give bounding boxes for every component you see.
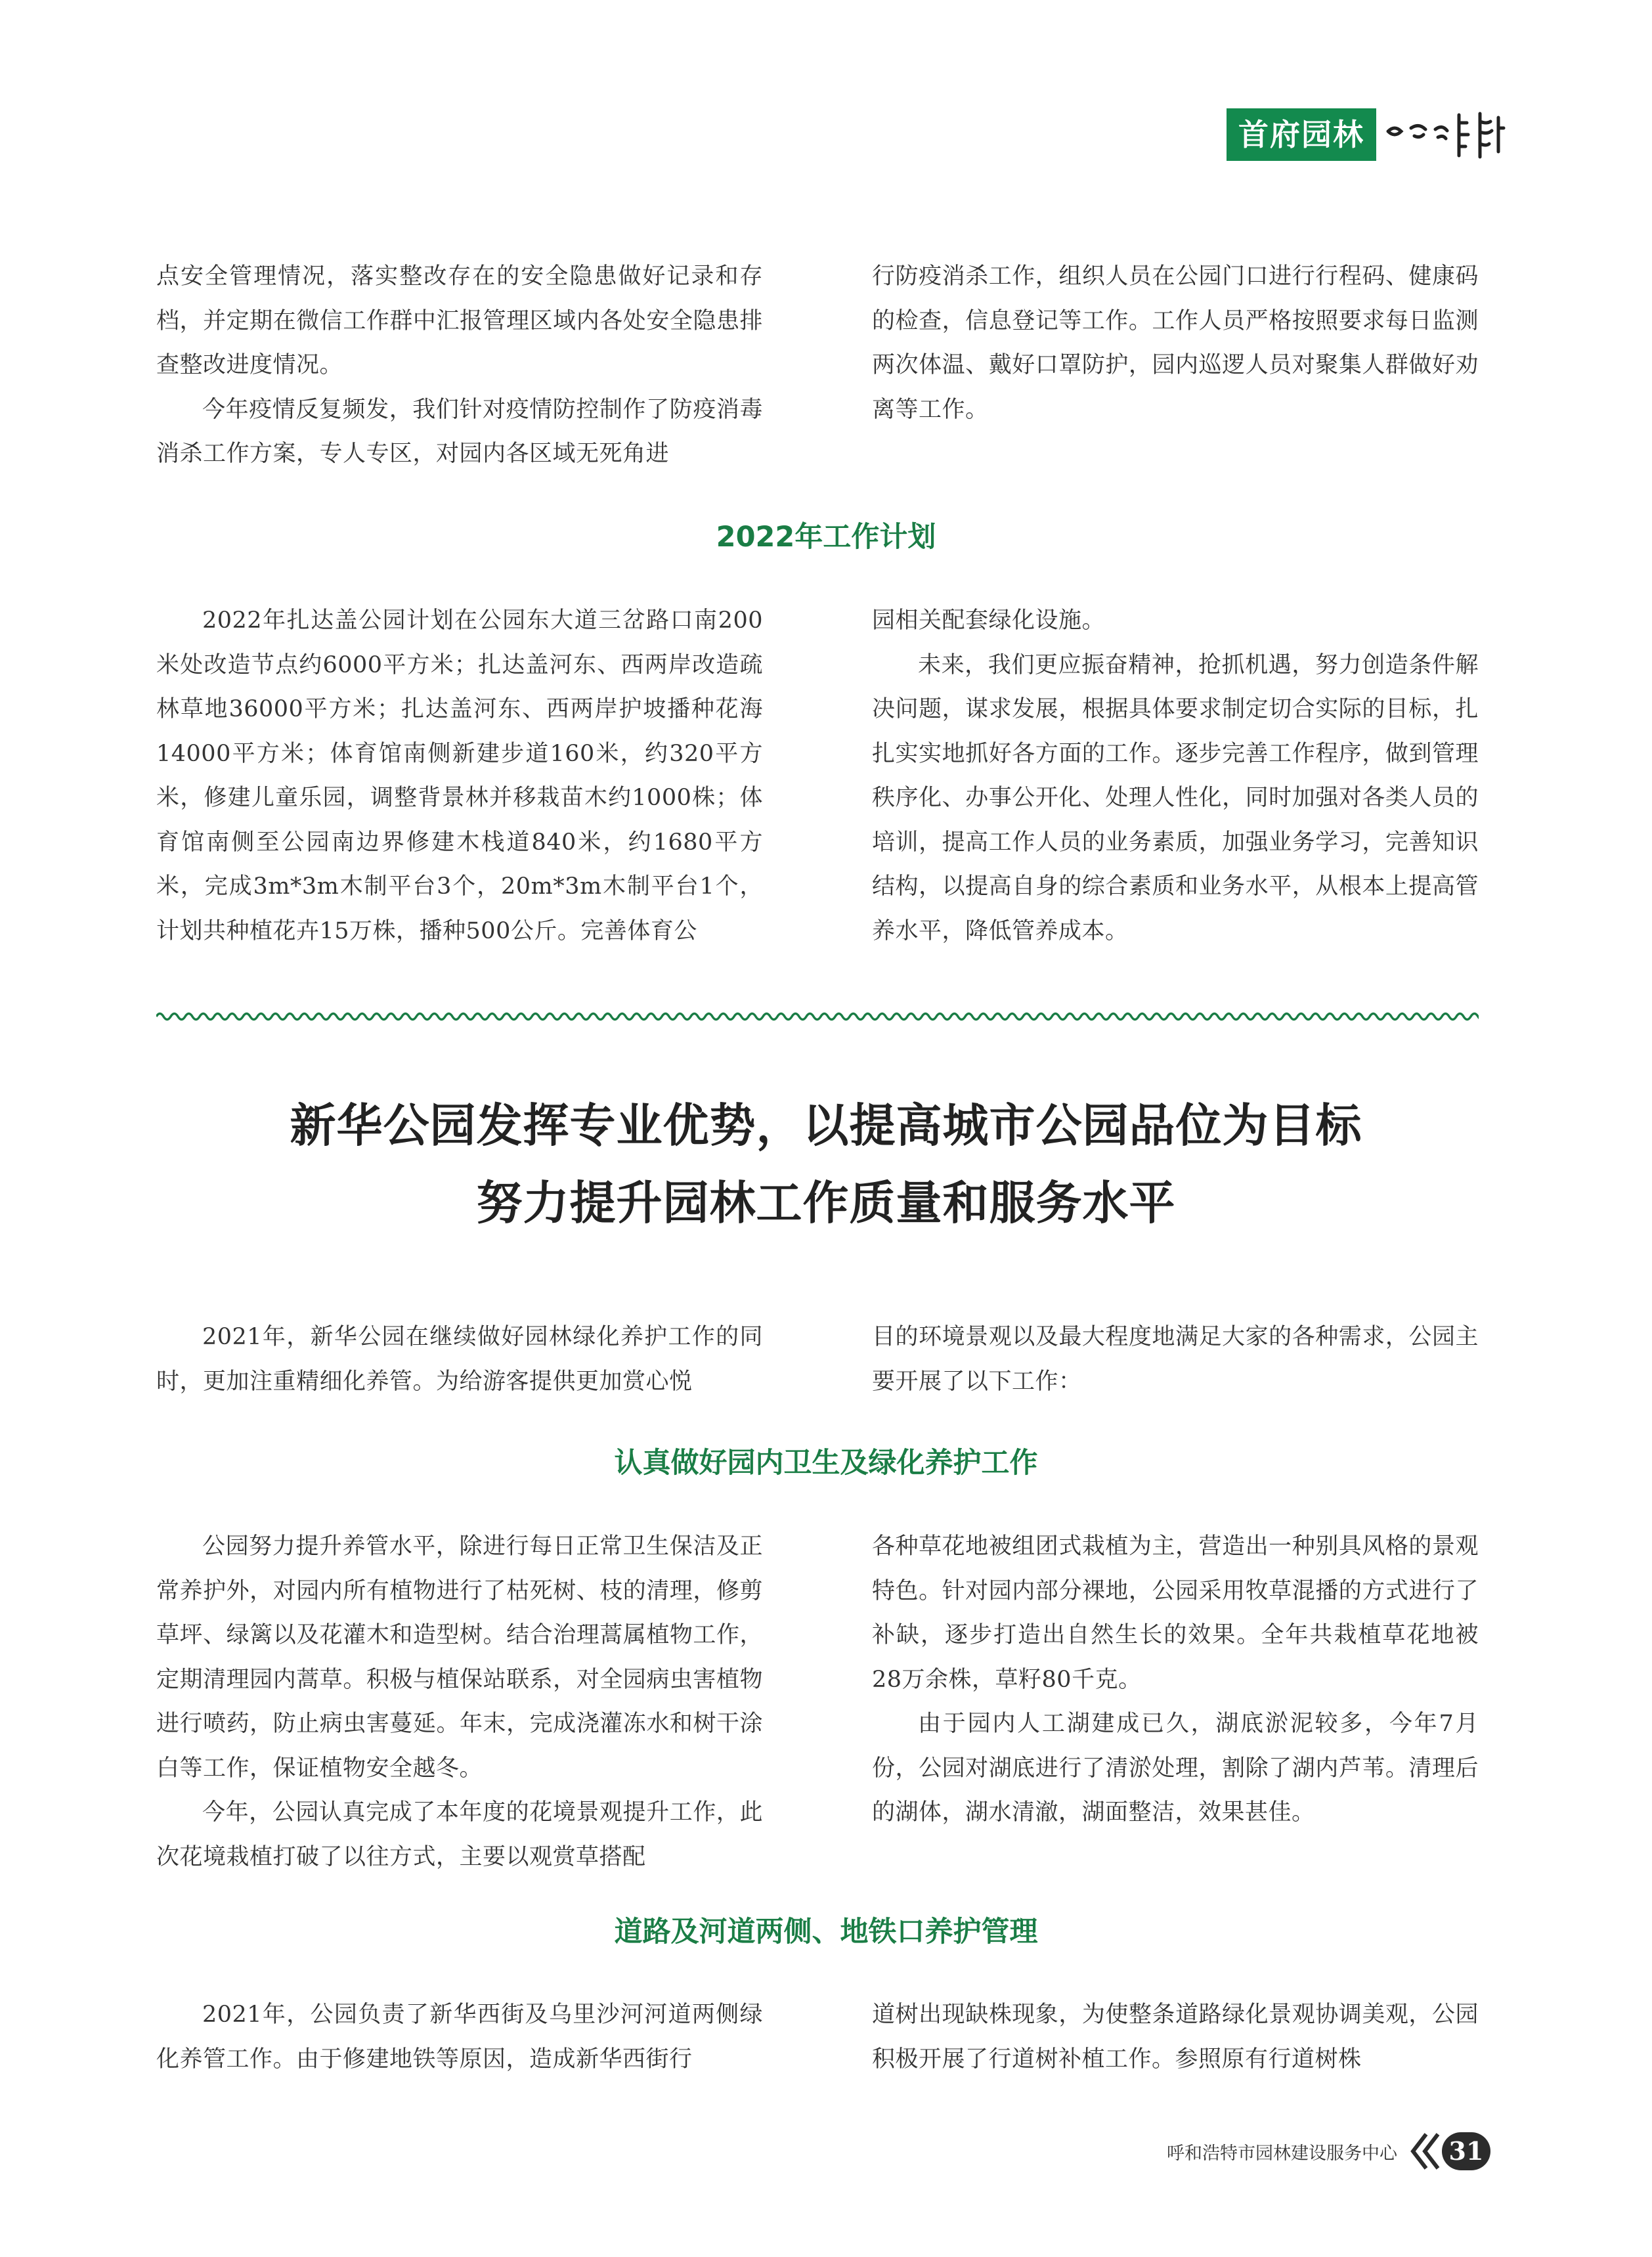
paragraph: 由于园内人工湖建成已久，湖底淤泥较多，今年7月份，公园对湖底进行了清淤处理，割除了湖内芦苇。清理后的湖体，湖水清澈，湖面整洁，效果甚佳。 xyxy=(872,1711,1479,1826)
section2-left-column xyxy=(156,599,763,953)
paragraph: 点安全管理情况，落实整改存在的安全隐患做好记录和存档，并定期在微信工作群中汇报管理区域内各处安全隐患排查整改进度情况。 xyxy=(156,263,763,378)
article-title-line2: 努力提升园林工作质量和服务水平 xyxy=(476,1176,1176,1230)
paragraph: 2021年，新华公园在继续做好园林绿化养护工作的同时，更加注重精细化养管。为给游客提供更加赏心悦 xyxy=(156,1324,763,1395)
sub2-left-column xyxy=(156,1993,763,2082)
paragraph: 道树出现缺株现象，为使整条道路绿化景观协调美观，公园积极开展了行道树补植工作。参照原有行道树株 xyxy=(872,2002,1479,2072)
paragraph: 各种草花地被组团式栽植为主，营造出一种别具风格的景观特色。针对园内部分裸地，公园采用牧草混播的方式进行了补缺，逐步打造出自然生长的效果。全年共栽植草花地被28万余株，草籽80千克。 xyxy=(872,1533,1479,1693)
page-footer xyxy=(1167,2130,1490,2172)
section2-right-column xyxy=(872,599,1479,953)
sub1-columns xyxy=(156,1525,1479,1879)
paragraph: 公园努力提升养管水平，除进行每日正常卫生保洁及正常养护外，对园内所有植物进行了枯死树、枝的清理，修剪草坪、绿篱以及花灌木和造型树。结合治理蒿属植物工作，定期清理园内蒿草。积极与植保站联系，对全园病虫害植物进行喷药，防止病虫害蔓延。年末，完成浇灌冻水和树干涂白等工作，保证植物安全越冬。 xyxy=(156,1533,763,1782)
page-number: 31 xyxy=(1442,2132,1490,2170)
wave-divider xyxy=(156,1008,1479,1025)
paragraph: 行防疫消杀工作，组织人员在公园门口进行行程码、健康码的检查，信息登记等工作。工作人员严格按照要求每日监测两次体温、戴好口罩防护，园内巡逻人员对聚集人群做好劝离等工作。 xyxy=(872,263,1479,423)
section1-columns xyxy=(156,255,1479,477)
article-intro-columns xyxy=(156,1315,1479,1404)
article-title xyxy=(0,1087,1652,1242)
paragraph: 2022年扎达盖公园计划在公园东大道三岔路口南200米处改造节点约6000平方米；扎达盖河东、西两岸改造疏林草地36000平方米；扎达盖河东、西两岸护坡播种花海14000平方米；体育馆南侧新建步道160米，约320平方米，修建儿童乐园，调整背景林并移栽苗木约1000株；体育馆南侧至公园南边界修建木栈道840米，约1680平方米，完成3m*3m木制平台3个，20m*3m木制平台1个，计划共种植花卉15万株，播种500公斤。完善体育公 xyxy=(156,607,763,944)
sub1-right-column xyxy=(872,1525,1479,1879)
masthead xyxy=(1227,108,1506,161)
intro-left-column xyxy=(156,1315,763,1404)
subsection-heading: 认真做好园内卫生及绿化养护工作 xyxy=(614,1447,1038,1479)
section1-right-column xyxy=(872,255,1479,477)
paragraph: 园相关配套绿化设施。 xyxy=(872,607,1106,634)
paragraph: 未来，我们更应振奋精神，抢抓机遇，努力创造条件解决问题，谋求发展，根据具体要求制定切合实际的目标，扎扎实实地抓好各方面的工作。逐步完善工作程序，做到管理秩序化、办事公开化、处理人性化，同时加强对各类人员的培训，提高工作人员的业务素质，加强业务学习，完善知识结构，以提高自身的综合素质和业务水平，从根本上提高管养水平，降低管养成本。 xyxy=(872,651,1479,944)
paragraph: 今年，公园认真完成了本年度的花境景观提升工作，此次花境栽植打破了以往方式，主要以观赏草搭配 xyxy=(156,1799,763,1870)
paragraph: 今年疫情反复频发，我们针对疫情防控制作了防疫消毒消杀工作方案，专人专区，对园内各区域无死角进 xyxy=(156,396,763,467)
article-title-line1: 新华公园发挥专业优势，以提高城市公园品位为目标 xyxy=(290,1099,1362,1152)
paragraph: 目的环境景观以及最大程度地满足大家的各种需求，公园主要开展了以下工作： xyxy=(872,1324,1479,1395)
sub2-columns xyxy=(156,1993,1479,2082)
sub1-left-column xyxy=(156,1525,763,1879)
subsection-heading: 道路及河道两侧、地铁口养护管理 xyxy=(614,1916,1038,1948)
mongolian-script-logo-icon xyxy=(1381,108,1506,161)
section1-left-column xyxy=(156,255,763,477)
double-chevron-icon xyxy=(1406,2130,1442,2172)
footer-org-name: 呼和浩特市园林建设服务中心 xyxy=(1167,2143,1397,2164)
magazine-name: 首府园林 xyxy=(1227,108,1376,161)
section-heading: 2022年工作计划 xyxy=(716,521,936,554)
sub2-right-column xyxy=(872,1993,1479,2082)
intro-right-column xyxy=(872,1315,1479,1404)
paragraph: 2021年，公园负责了新华西街及乌里沙河河道两侧绿化养管工作。由于修建地铁等原因，造成新华西街行 xyxy=(156,2002,763,2072)
section2-columns xyxy=(156,599,1479,953)
